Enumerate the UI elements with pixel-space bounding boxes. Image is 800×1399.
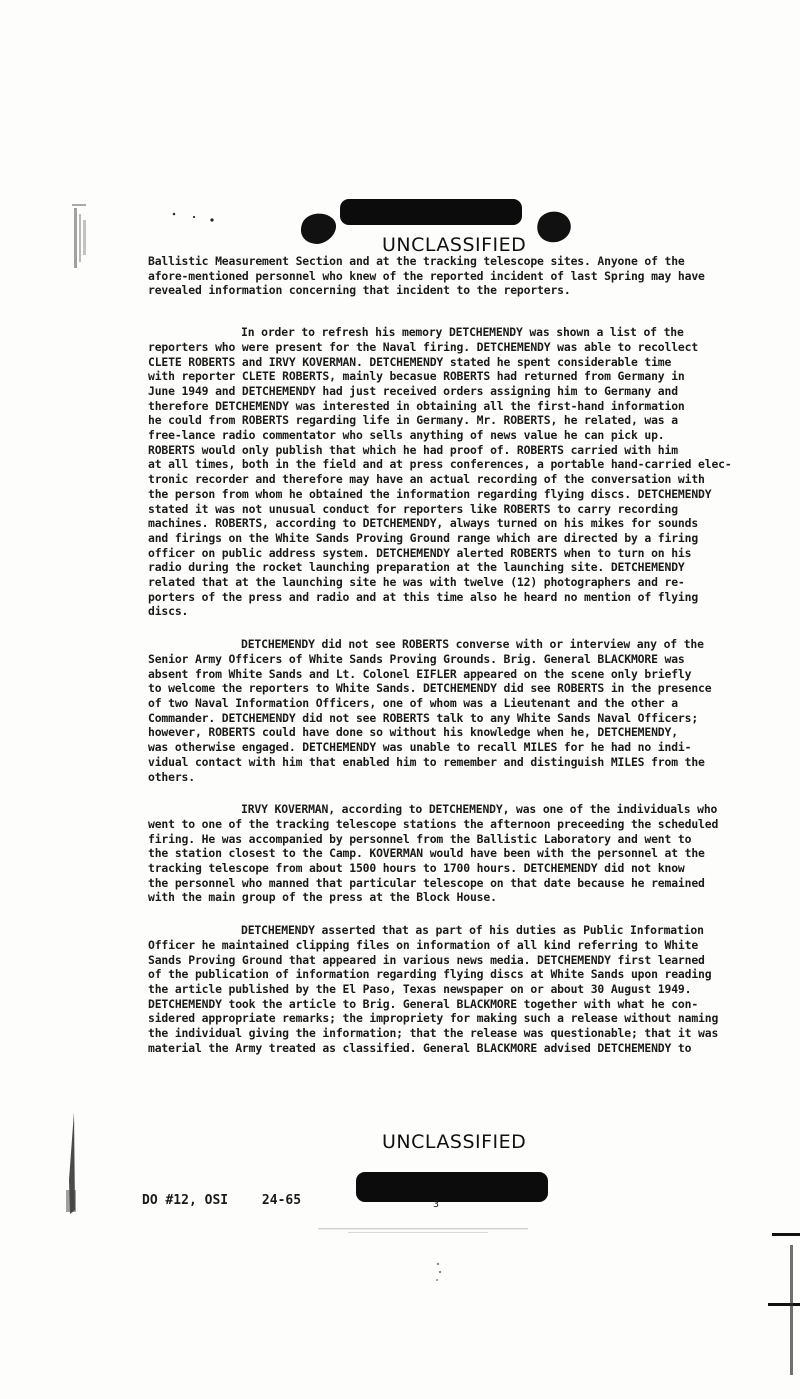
text-line: he could from ROBERTS regarding life in Germany. Mr. ROBERTS, he related, was a xyxy=(148,413,678,428)
text-line: firing. He was accompanied by personnel from the Ballistic Laboratory and went to xyxy=(148,831,692,846)
text-line: revealed information concerning that incident to the reporters. xyxy=(148,283,571,298)
text-line: the individual giving the information; that the release was questionable; that it was xyxy=(148,1026,719,1041)
text-line: stated it was not unusual conduct for reporters like ROBERTS to carry recording xyxy=(148,501,678,516)
classification-stamp-bottom: UNCLASSIFIED xyxy=(382,1131,527,1153)
scan-noise xyxy=(318,1222,538,1292)
binding-mark-left xyxy=(60,1110,84,1220)
file-number: 24-65 xyxy=(261,1193,302,1208)
text-line: to welcome the reporters to White Sands. DETCHEMENDY did see ROBERTS in the presence xyxy=(148,681,712,696)
page-number: 3 xyxy=(433,1199,440,1210)
text-line: free-lance radio commentator who sells anything of news value he can pick up. xyxy=(148,428,665,443)
paragraph xyxy=(148,254,760,298)
text-line: porters of the press and radio and at this time also he heard no mention of flying xyxy=(148,589,699,604)
text-line: went to one of the tracking telescope stations the afternoon preceeding the scheduled xyxy=(148,816,719,831)
text-line: Commander. DETCHEMENDY did not see ROBERTS talk to any White Sands Naval Officers; xyxy=(148,710,699,725)
text-line: machines. ROBERTS, according to DETCHEMENDY, always turned on his mikes for sounds xyxy=(148,516,699,531)
text-line: sidered appropriate remarks; the impropriety for making such a release without naming xyxy=(148,1011,719,1026)
text-line: the person from whom he obtained the information regarding flying discs. DETCHEMENDY xyxy=(148,486,712,501)
text-line: and firings on the White Sands Proving Ground range which are directed by a firing xyxy=(148,530,699,545)
paragraph xyxy=(148,325,760,619)
paragraph xyxy=(148,637,760,784)
text-line: material the Army treated as classified. General BLACKMORE advised DETCHEMENDY to xyxy=(148,1040,692,1055)
text-line: radio during the rocket launching preparation at the launching site. DETCHEMENDY xyxy=(148,560,685,575)
text-line: reporters who were present for the Naval firing. DETCHEMENDY was able to recollect xyxy=(148,339,699,354)
text-line: with the main group of the press at the Block House. xyxy=(148,890,497,905)
text-line: vidual contact with him that enabled him to remember and distinguish MILES from the xyxy=(148,754,705,769)
text-line: ROBERTS would only publish that which he had proof of. ROBERTS carried with him xyxy=(148,442,678,457)
text-line: DETCHEMENDY took the article to Brig. General BLACKMORE together with what he con- xyxy=(148,996,699,1011)
text-line: Ballistic Measurement Section and at the tracking telescope sites. Anyone of the xyxy=(148,254,685,268)
text-line: discs. xyxy=(148,604,189,619)
file-code: DO #12, OSI xyxy=(142,1193,229,1208)
scan-speck xyxy=(170,208,220,224)
text-line: Senior Army Officers of White Sands Proving Grounds. Brig. General BLACKMORE was xyxy=(148,651,685,666)
text-line: at all times, both in the field and at press conferences, a portable hand-carried elec- xyxy=(148,457,732,472)
text-line: officer on public address system. DETCHEMENDY alerted ROBERTS when to turn on his xyxy=(148,545,692,560)
classification-stamp-top: UNCLASSIFIED xyxy=(382,234,527,256)
text-line: was otherwise engaged. DETCHEMENDY was unable to recall MILES for he had no indi- xyxy=(148,740,692,755)
body-text xyxy=(148,254,760,1055)
text-line: the article published by the El Paso, Texas newspaper on or about 30 August 1949. xyxy=(148,981,692,996)
text-line: tracking telescope from about 1500 hours to 1700 hours. DETCHEMENDY did not know xyxy=(148,861,685,876)
text-line: June 1949 and DETCHEMENDY had just received orders assigning him to Germany and xyxy=(148,383,678,398)
paragraph xyxy=(148,923,760,1055)
text-line: DETCHEMENDY did not see ROBERTS converse with or interview any of the xyxy=(241,637,704,652)
text-line: of the publication of information regarding flying discs at White Sands upon reading xyxy=(148,967,712,982)
text-line: however, ROBERTS could have done so without his knowledge when he, DETCHEMENDY, xyxy=(148,725,678,740)
text-line: Officer he maintained clipping files on information of all kind referring to White xyxy=(148,937,699,952)
paragraph xyxy=(148,802,760,905)
text-line: Sands Proving Ground that appeared in various news media. DETCHEMENDY first learned xyxy=(148,952,705,967)
redaction-bar-bottom xyxy=(356,1172,548,1202)
text-line: DETCHEMENDY asserted that as part of his duties as Public Information xyxy=(241,923,704,938)
file-reference xyxy=(142,1193,327,1208)
redaction-bar-top xyxy=(340,199,522,225)
binding-mark-right xyxy=(760,1225,800,1385)
text-line: afore-mentioned personnel who knew of the reported incident of last Spring may have xyxy=(148,268,705,283)
text-line: with reporter CLETE ROBERTS, mainly becasue ROBERTS had returned from Germany in xyxy=(148,369,685,384)
text-line: tronic recorder and therefore may have an actual recording of the conversation with xyxy=(148,472,705,487)
text-line: the personnel who manned that particular telescope on that date because he remained xyxy=(148,875,705,890)
text-line: others. xyxy=(148,769,195,784)
text-line: therefore DETCHEMENDY was interested in obtaining all the first-hand information xyxy=(148,398,685,413)
text-line: the station closest to the Camp. KOVERMAN would have been with the personnel at the xyxy=(148,846,705,861)
redaction-smudge-right xyxy=(532,206,576,248)
text-line: CLETE ROBERTS and IRVY KOVERMAN. DETCHEMENDY stated he spent considerable time xyxy=(148,354,672,369)
text-line: IRVY KOVERMAN, according to DETCHEMENDY, was one of the individuals who xyxy=(241,802,718,817)
scan-artifact-left xyxy=(68,200,98,290)
text-line: In order to refresh his memory DETCHEMENDY was shown a list of the xyxy=(241,325,684,340)
text-line: related that at the launching site he was with twelve (12) photographers and re- xyxy=(148,575,685,590)
text-line: of two Naval Information Officers, one of whom was a Lieutenant and the other a xyxy=(148,695,678,710)
redaction-smudge-left xyxy=(296,208,342,248)
text-line: absent from White Sands and Lt. Colonel EIFLER appeared on the scene only briefly xyxy=(148,666,692,681)
